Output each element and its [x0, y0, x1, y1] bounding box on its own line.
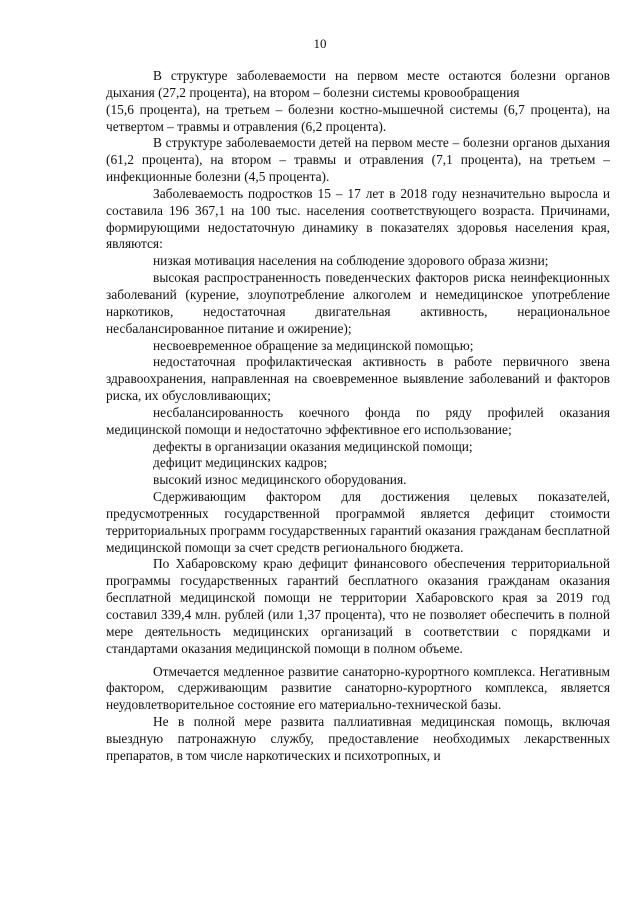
list-item-staff-deficit: дефицит медицинских кадров; — [153, 455, 328, 471]
document-body — [106, 68, 610, 765]
paragraph-teen-morbidity: Заболеваемость подростков 15 – 17 лет в 2018 году незначительно выросла и составила 196 367,1 на 100 тыс. населения соответствующего возраста. Причинами, формирующими недостаточную динамику в показателях здоровья населения края, являются: — [106, 185, 610, 252]
list-item-bed-fund: несбалансированность коечного фонда по ряду профилей оказания медицинской помощи и недостаточно эффективное его использование; — [106, 404, 610, 437]
paragraph-sanatorium: Отмечается медленное развитие санаторно-курортного комплекса. Негативным фактором, сдерживающим развитие санаторно-курортного комплекса, является неудовлетворительное состояние его материально-технической базы. — [106, 663, 610, 713]
list-item-low-motivation: низкая мотивация населения на соблюдение здорового образа жизни; — [153, 253, 549, 269]
page-number: 10 — [313, 36, 327, 51]
paragraph-morbidity-structure-cont: (15,6 процента), на третьем – болезни костно-мышечной системы (6,7 процента), на четвертом – травмы и отравления (6,2 процента). — [106, 101, 610, 134]
paragraph-palliative-care: Не в полной мере развита паллиативная медицинская помощь, включая выездную патронажную службу, предоставление необходимых лекарственных препаратов, в том числе наркотических и психотропных, и — [106, 714, 610, 763]
list-item-care-defects: дефекты в организации оказания медицинской помощи; — [153, 438, 473, 454]
paragraph-funding-constraint: Сдерживающим фактором для достижения целевых показателей, предусмотренных государственной программой является дефицит стоимости территориальных программ государственных гарантий оказания гражданам бесплатной медицинской помощи за счет средств регионального бюджета. — [106, 489, 610, 555]
list-item-late-care: несвоевременное обращение за медицинской помощью; — [153, 337, 474, 353]
paragraph-child-morbidity: В структуре заболеваемости детей на первом месте – болезни органов дыхания (61,2 процента), на втором – травмы и отравления (7,1 процента), на третьем – инфекционные болезни (4,5 процента). — [106, 135, 610, 185]
list-item-primary-care: недостаточная профилактическая активность в работе первичного звена здравоохранения, направленная на своевременное выявление заболеваний и факторов риска, их обусловливающих; — [106, 354, 610, 404]
paragraph-morbidity-structure: В структуре заболеваемости на первом месте остаются болезни органов дыхания (27,2 процента), на втором – болезни системы кровообращения — [106, 68, 610, 100]
list-item-equipment-wear: высокий износ медицинского оборудования. — [153, 472, 407, 488]
paragraph-khabarovsk-deficit: По Хабаровскому краю дефицит финансового обеспечения территориальной программы государственных гарантий бесплатного оказания гражданам оказания бесплатной медицинской помощи не территории Хабаровского края за 2019 год составил 339,4 млн. рублей (или 1,37 процента), что не позволяет обеспечить в полной мере деятельность медицинских организаций в соответствии с порядками и стандартами оказания медицинской помощи в полном объеме. — [106, 556, 610, 656]
list-item-risk-factors: высокая распространенность поведенческих факторов риска неинфекционных заболеваний (курение, злоупотребление алкоголем и немедицинское употребление наркотиков, недостаточная двигательная активность, нерациональное несбалансированное питание и ожирение); — [106, 270, 610, 336]
